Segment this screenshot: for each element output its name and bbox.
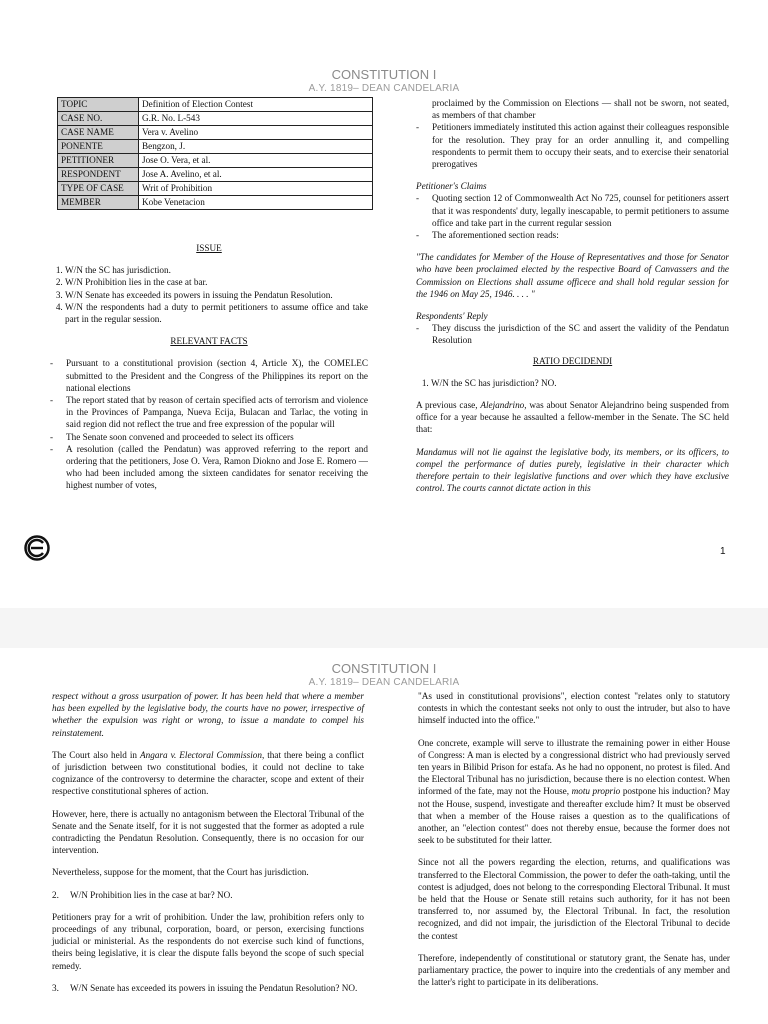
case-info-key: PONENTE — [58, 140, 139, 154]
case-name-alejandrino: Alejandrino — [480, 400, 525, 411]
case-info-table — [57, 97, 373, 210]
issue-three-number: 3. — [52, 982, 59, 993]
issue-list — [50, 264, 368, 325]
page-divider — [0, 608, 768, 648]
page2-right-column — [418, 690, 730, 998]
page2-header-title: CONSTITUTION I — [331, 661, 437, 676]
antagonism-paragraph: However, here, there is actually no antagonism between the Electoral Tribunal of the Senate and the Senate itself, for it is not suggested that the former as adopted a rule contradicting the Pendatun Resolution. Consequently, there is no occasion for our intervention. — [52, 808, 364, 856]
respondents-reply-list — [416, 322, 729, 346]
facts-more-list — [416, 121, 729, 170]
mandamus-quote: Mandamus will not lie against the legislative body, its members, or its officers, to compel the performance of duties purely, legislative in their character which therefore pertain to their legislative functions and over which they have exclusive control. The courts cannot dictate action in this — [416, 446, 729, 494]
page1-right-column — [416, 97, 729, 504]
claim-item: - Quoting section 12 of Commonwealth Act No 725, counsel for petitioners assert that it was respondents' duty, legally inescapable, to permit petitioners to assume office and take part in the current regular session — [416, 192, 729, 229]
issue-item: 1. W/N the SC has jurisdiction. — [65, 264, 368, 276]
election-contest-definition: "As used in constitutional provisions", election contest "relates only to statutory contests in which the contestant seeks not only to oust the intruder, but also to have himself inducted into the office." — [418, 691, 730, 726]
issue-two — [52, 889, 364, 901]
supposition-paragraph: Nevertheless, suppose for the moment, that the Court has jurisdiction. — [52, 867, 309, 878]
case-info-key: MEMBER — [58, 196, 139, 210]
case-info-value: G.R. No. L-543 — [139, 112, 373, 126]
case-info-key: TOPIC — [58, 98, 139, 112]
case-info-value: Jose A. Avelino, et al. — [139, 168, 373, 182]
case-info-key: CASE NAME — [58, 126, 139, 140]
angara-paragraph — [52, 749, 364, 798]
issue-item: 4. W/N the respondents had a duty to permit petitioners to assume office and take part in the regular session. — [65, 301, 368, 325]
issue-item: 3. W/N Senate has exceeded its powers in issuing the Pendatun Resolution. — [65, 289, 368, 301]
conclusion-paragraph: Therefore, independently of constitutional or statutory grant, the Senate has, under parliamentary practice, the power to inquire into the credentials of any member and the latter's right to participate in its deliberations. — [418, 952, 730, 988]
ratio-paragraph — [416, 399, 729, 436]
page2-header-subtitle: A.Y. 1819– DEAN CANDELARIA — [308, 677, 460, 688]
petitioner-claims-heading: Petitioner's Claims — [416, 181, 487, 192]
case-info-value: Writ of Prohibition — [139, 182, 373, 196]
issue-item: 2. W/N Prohibition lies in the case at bar. — [65, 276, 368, 288]
page1-header-title: CONSTITUTION I — [331, 67, 437, 82]
petitioner-claims-list — [416, 192, 729, 241]
page2-left-column — [52, 690, 364, 994]
p2-a: One concrete, example will serve to illustrate the remaining power in either House of Congress: A man is elected by a congressional district who had previously served ten years in Bilibid Prison for estafa. As he had no opponent, no protest is filed. And the Electoral Tribunal has no jurisdiction, because there is no election contest. When informed of the fate, may not the House, — [418, 737, 730, 797]
issue-three-text: W/N Senate has exceeded its powers in issuing the Pendatun Resolution? NO. — [70, 982, 358, 993]
case-info-key: RESPONDENT — [58, 168, 139, 182]
issue-two-number: 2. — [52, 889, 59, 900]
powers-paragraph: Since not all the powers regarding the election, returns, and qualifications was transferred to the Electoral Commission, the power to defer the oath-taking, until the contest is adjudged, does not belong to the corresponding Electoral Tribunal. It must be held that the House or Senate still retains such authority, for it has not been transferred to, nor assumed by, the Electoral Tribunal. In fact, the resolution recognized, and did not impair, the jurisdiction of the Electoral Tribunal to decide the contest — [418, 857, 730, 941]
illustration-paragraph — [418, 737, 730, 847]
para1-rest: , was about Senator Alejandrino being suspended from office for a year because he assaulted a fellow-member in the Senate. The SC held that: — [416, 400, 730, 435]
case-info-value: Bengzon, J. — [139, 140, 373, 154]
facts-list — [50, 357, 368, 491]
reinstatement-quote: respect without a gross usurpation of power. It has been held that where a member has been expelled by the legislative body, the courts have no power, irrespective of whether the expulsion was right or wrong, to issue a mandate to compel his reinstatement. — [52, 691, 364, 738]
case-info-key: TYPE OF CASE — [58, 182, 139, 196]
publisher-logo-icon — [24, 535, 50, 561]
case-info-value: Definition of Election Contest — [139, 98, 373, 112]
fact-item: - A resolution (called the Pendatun) was approved referring to the report and ordering that the petitioners, Jose O. Vera, Ramon Diokno and Jose E. Romero — who had been included among the sixteen candidates for senator receiving the highest number of votes, — [50, 443, 368, 492]
fact-item: - The Senate soon convened and proceeded to select its officers — [50, 431, 368, 443]
case-info-row — [58, 154, 373, 168]
case-info-row — [58, 168, 373, 182]
prohibition-paragraph: Petitioners pray for a writ of prohibition. Under the law, prohibition refers only to proceedings of any tribunal, corporation, board, or person, exercising functions judicial or ministerial. As the respondents do not exercise such kind of functions, theirs being legislative, it is clear the dispute falls beyond the scope of such special remedy. — [52, 911, 364, 971]
claim-item: - The aforementioned section reads: — [416, 229, 729, 241]
case-info-value: Jose O. Vera, et al. — [139, 154, 373, 168]
case-info-value: Vera v. Avelino — [139, 126, 373, 140]
case-name-angara: Angara v. Electoral Commission — [140, 749, 262, 760]
reply-item: - They discuss the jurisdiction of the SC and assert the validity of the Pendatun Resolution — [416, 322, 729, 346]
para1-prefix: A previous case, — [416, 400, 478, 411]
statute-quote: "The candidates for Member of the House of Representatives and those for Senator who have been proclaimed elected by the respective Board of Canvassers and the Commission on Elections shall assume officece and shall hold regular session for the 1946 on May 25, 1946. . . . " — [416, 252, 729, 299]
page1-header-subtitle: A.Y. 1819– DEAN CANDELARIA — [308, 83, 460, 94]
issue-three — [52, 982, 364, 994]
facts-heading: RELEVANT FACTS — [170, 336, 248, 347]
page-number: 1 — [720, 546, 726, 557]
motu-proprio: motu proprio — [571, 786, 621, 797]
ratio-list — [416, 377, 729, 389]
case-info-key: PETITIONER — [58, 154, 139, 168]
case-info-key: CASE NO. — [58, 112, 139, 126]
issue-heading: ISSUE — [196, 243, 222, 253]
issue-two-text: W/N Prohibition lies in the case at bar? NO. — [70, 889, 233, 900]
fact-item: - Petitioners immediately instituted this action against their colleagues responsible for the resolution. They pray for an order annulling it, and compelling respondents to permit them to occupy their seats, and to exercise their senatorial prerogatives — [416, 121, 729, 170]
p2-rest: , that there being a conflict of jurisdiction between two constitutional bodies, it could not decline to take cognizance of the controversy to determine the character, scope and extent of their respective constitutional spheres of action. — [52, 749, 364, 797]
case-info-row — [58, 140, 373, 154]
case-info-value: Kobe Venetacion — [139, 196, 373, 210]
case-info-row — [58, 196, 373, 210]
p2-prefix: The Court also held in — [52, 749, 138, 760]
ratio-question: 1. W/N the SC has jurisdiction? NO. — [431, 377, 729, 389]
p2-b: postpone his induction? May not the House, suspend, investigate and thereafter exclude him? It must be observed that when a member of the House raises a question as to the qualifications of another, an "election contest" does not thereby ensue, because the former does not seek to be substituted for their latter. — [418, 786, 730, 846]
page1-left-column — [50, 236, 368, 492]
respondents-reply-heading: Respondents' Reply — [416, 311, 488, 322]
fact-item: - Pursuant to a constitutional provision (section 4, Article X), the COMELEC submitted to the President and the Congress of the Philippines its report on the national elections — [50, 357, 368, 394]
case-info-row — [58, 126, 373, 140]
case-info-row — [58, 98, 373, 112]
case-info-row — [58, 182, 373, 196]
case-info-row — [58, 112, 373, 126]
facts-continuation: proclaimed by the Commission on Elections — shall not be sworn, not seated, as members of that chamber — [432, 98, 729, 121]
ratio-heading: RATIO DECIDENDI — [532, 355, 613, 366]
fact-item: - The report stated that by reason of certain specified acts of terrorism and violence in the Provinces of Pampanga, Nueva Ecija, Bulacan and Tarlac, the voting in said region did not reflect the true and free expression of the popular will — [50, 394, 368, 431]
